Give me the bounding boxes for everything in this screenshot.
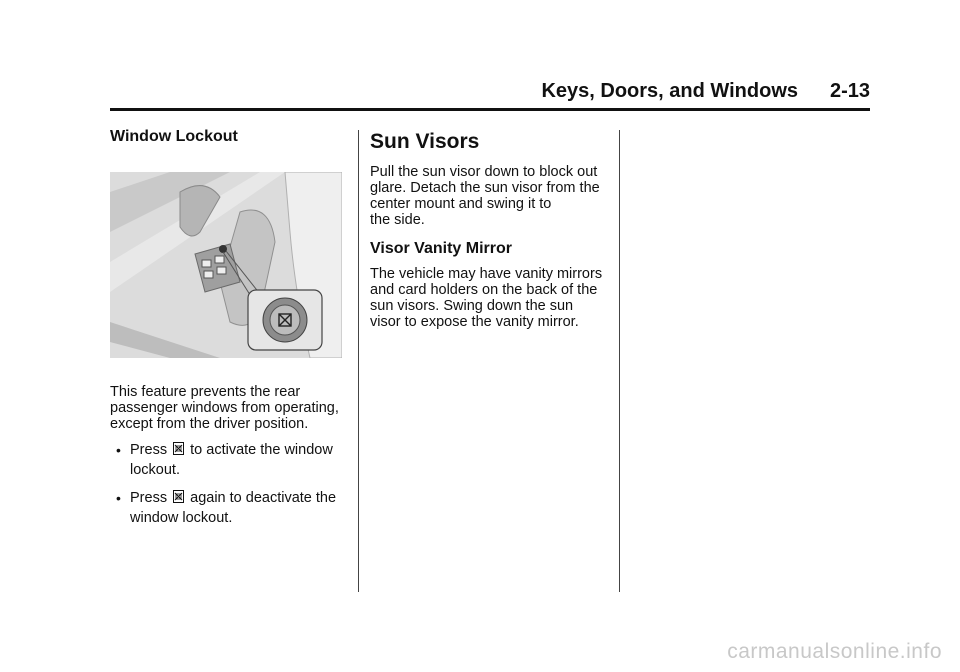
visor-vanity-mirror-heading: Visor Vanity Mirror <box>370 240 512 257</box>
visor-vanity-mirror-description: The vehicle may have vanity mirrors and card holders on the back of the sun visors. Swing down the sun visor to expose the vanity mirror. <box>370 266 603 330</box>
middle-column <box>370 128 610 330</box>
column-divider-left <box>358 130 359 592</box>
door-panel-drawing <box>110 172 342 358</box>
window-lockout-icon <box>173 490 184 503</box>
left-column <box>110 128 350 536</box>
window-lockout-icon <box>173 442 184 455</box>
bullet-icon: • <box>116 442 121 458</box>
window-lockout-heading: Window Lockout <box>110 128 238 145</box>
list-item: • Press again to deactivate the window lockout. <box>116 490 337 526</box>
list-item: • Press to activate the window lockout. <box>116 442 333 478</box>
column-divider-right <box>619 130 620 592</box>
window-lockout-description: This feature prevents the rear passenger windows from operating, except from the driver position. <box>110 384 339 432</box>
page-number: 2-13 <box>829 80 870 102</box>
sun-visors-heading: Sun Visors <box>370 130 480 153</box>
sun-visors-description: Pull the sun visor down to block out glare. Detach the sun visor from the center mount and swing it to the side. <box>370 164 600 228</box>
door-panel-illustration <box>110 172 342 358</box>
bullet-icon: • <box>116 490 121 506</box>
header-title: Keys, Doors, and Windows <box>541 80 798 102</box>
page-header <box>110 78 870 111</box>
window-lockout-steps <box>110 440 350 528</box>
watermark: carmanualsonline.info <box>727 640 942 663</box>
